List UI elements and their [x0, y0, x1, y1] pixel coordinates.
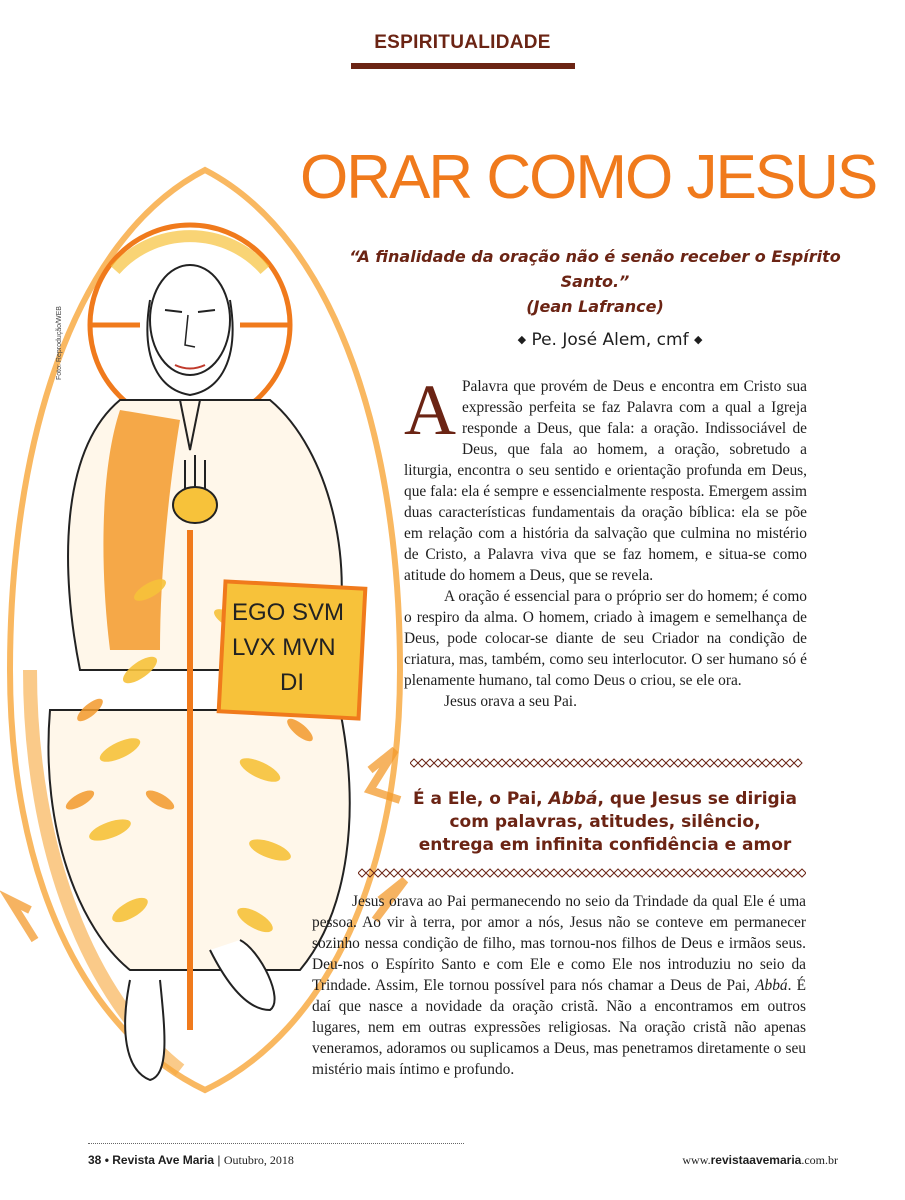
paragraph-4-abba: Abbá: [755, 977, 788, 994]
decorative-divider-bottom: [358, 868, 806, 878]
url-domain: revistaavemaria: [710, 1153, 802, 1167]
byline: [470, 330, 750, 350]
footer-url[interactable]: [682, 1153, 838, 1168]
paragraph-2: A oração é essencial para o próprio ser do homem; é como o respiro da alma. O homem, criado à imagem e semelhança de Deus, pode colocar-se diante de seu Criador na condição de criatura, mas, também, como seu interlocutor. O ser humano só é plenamente humano, tal como Deus o criou, se ele ora.: [404, 588, 807, 689]
paragraph-4-part2: . É daí que nasce a novidade da oração cristã. Não a encontramos em outros lugares, nem em outras expressões religiosas. Na oração cristã não apenas veneramos, adoramos ou suplicamos a Deus, mas penetramos diretamente o seu mistério mais íntimo e profundo.: [312, 977, 806, 1078]
photo-credit: Foto: Reprodução/WEB: [56, 306, 63, 380]
article-title: ORAR COMO JESUS: [300, 143, 877, 212]
epigraph-source: (Jean Lafrance): [526, 297, 664, 316]
issue-date: Outubro, 2018: [223, 1153, 294, 1167]
article-body-bottom: [312, 891, 806, 1080]
book-text-line2: LVX MVN: [232, 634, 336, 661]
url-suffix: .com.br: [801, 1153, 838, 1167]
pull-quote-part1: É a Ele, o Pai,: [413, 789, 549, 809]
book-text-line1: EGO SVM: [232, 599, 345, 626]
paragraph-4: [312, 891, 806, 1080]
pull-quote: [410, 788, 800, 857]
paragraph-1: [404, 370, 807, 586]
paragraph-3: Jesus orava a seu Pai.: [444, 693, 577, 710]
article-body-top: [404, 370, 807, 712]
diamond-icon: ◆: [517, 333, 527, 346]
footer-rule: [88, 1143, 464, 1144]
page-number: 38: [88, 1153, 102, 1167]
url-prefix: www.: [682, 1153, 711, 1167]
paragraph-4-part1: Jesus orava ao Pai permanecendo no seio da Trindade da qual Ele é uma pessoa. Ao vir à terra, por amor a nós, Jesus não se conteve em permanecer sozinho nessa condição de filho, mas tornou-nos filhos de Deus e irmãos seus. Deu-nos o Espírito Santo e com Ele e como Ele nos introduziu no seio da Trindade. Assim, Ele tornou possível para nós chamar a Deus de Pai,: [312, 893, 806, 994]
decorative-divider-top: [410, 758, 806, 768]
footer-separator: |: [217, 1153, 221, 1167]
magazine-name: • Revista Ave Maria: [104, 1153, 215, 1167]
drop-cap: A: [404, 370, 456, 450]
author-name: Pe. José Alem, cmf: [531, 330, 689, 350]
epigraph-text: “A finalidade da oração não é senão receber o Espírito Santo.”: [349, 247, 841, 291]
footer-page-info: [88, 1153, 294, 1168]
paragraph-1-text: Palavra que provém de Deus e encontra em Cristo sua expressão perfeita se faz Palavra com a qual a Igreja responde a Deus, que fala: a oração. Indissociável de Deus, que fala ao homem, a oração, sobretudo a liturgia, encontra o seu sentido e orientação profunda em Deus, que fala: ela é sempre e essencialmente resposta. Emergem assim duas características fundamentais da oração bíblica: ela se põe em relação com a história da salvação que culmina no mistério de Cristo, a Palavra viva que se faz homem, e situa-se como atitude do homem a Deus, que se revela.: [404, 378, 807, 584]
diamond-icon: ◆: [693, 333, 703, 346]
pull-quote-abba: Abbá: [548, 789, 598, 809]
pull-quote-part2: , que Jesus se dirigia com palavras, atitudes, silêncio, entrega em infinita confidência e amor: [418, 789, 797, 855]
book-text-line3: DI: [280, 669, 304, 696]
section-label: ESPIRITUALIDADE: [374, 32, 551, 53]
section-underline: [351, 63, 575, 69]
